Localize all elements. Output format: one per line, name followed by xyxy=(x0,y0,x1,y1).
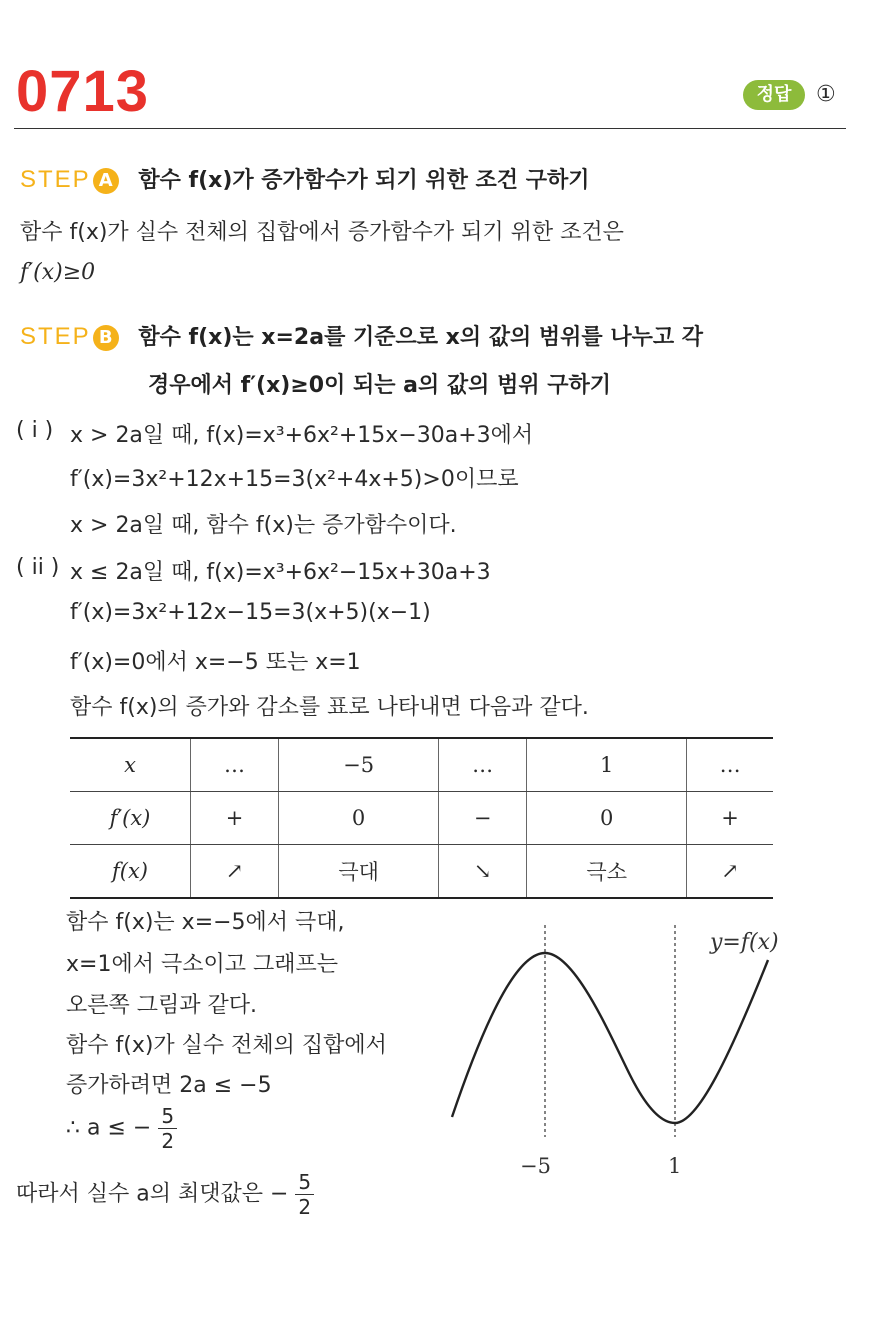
answer-badge: 정답 xyxy=(743,80,805,110)
table-cell: ↘ xyxy=(439,845,527,899)
explain-line6 xyxy=(66,1104,177,1153)
problem-number: 0713 xyxy=(16,59,150,124)
table-cell: ↗ xyxy=(191,845,279,899)
table-cell: 0 xyxy=(527,792,687,845)
curve-label: y=f(x) xyxy=(710,930,779,955)
case-1-label: ( i ) xyxy=(16,418,54,443)
table-cell: … xyxy=(191,738,279,792)
case-2-line1: x ≤ 2a일 때, f(x)=x³+6x²−15x+30a+3 xyxy=(70,560,491,585)
case-1-line2: f′(x)=3x²+12x+15=3(x²+4x+5)>0이므로 xyxy=(70,467,519,492)
table-cell: + xyxy=(687,792,773,845)
fraction-numerator: 5 xyxy=(158,1104,177,1129)
table-cell: ↗ xyxy=(687,845,773,899)
table-cell: 극대 xyxy=(279,845,439,899)
tick-label-left: −5 xyxy=(520,1154,551,1178)
step-a-heading xyxy=(20,163,589,194)
table-cell: + xyxy=(191,792,279,845)
conclusion-fraction xyxy=(295,1170,314,1219)
table-cell: … xyxy=(687,738,773,792)
explain-line4: 함수 f(x)가 실수 전체의 집합에서 xyxy=(66,1033,387,1058)
curve xyxy=(452,953,768,1123)
table-cell: 0 xyxy=(279,792,439,845)
step-b-letter: B xyxy=(93,325,119,351)
table-cell: f(x) xyxy=(70,845,191,899)
explain-line6-prefix: ∴ a ≤ − xyxy=(66,1115,152,1141)
table-row xyxy=(70,792,773,845)
explain-line2: x=1에서 극소이고 그래프는 xyxy=(66,952,338,977)
variation-table xyxy=(70,737,773,899)
step-b-title-line2: 경우에서 f′(x)≥0이 되는 a의 값의 범위 구하기 xyxy=(148,373,611,398)
table-cell: −5 xyxy=(279,738,439,792)
explain-line1: 함수 f(x)는 x=−5에서 극대, xyxy=(66,910,345,935)
explain-fraction xyxy=(158,1104,177,1153)
step-a-line1: 함수 f(x)가 실수 전체의 집합에서 증가함수가 되기 위한 조건은 xyxy=(20,220,624,245)
step-a-word: STEP xyxy=(20,166,91,193)
table-cell: f′(x) xyxy=(70,792,191,845)
step-b-title-line1: 함수 f(x)는 x=2a를 기준으로 x의 값의 범위를 나누고 각 xyxy=(138,325,704,350)
case-2-line2: f′(x)=3x²+12x−15=3(x+5)(x−1) xyxy=(70,600,431,625)
conclusion-prefix: 따라서 실수 a의 최댓값은 − xyxy=(16,1181,289,1207)
case-1-line1: x > 2a일 때, f(x)=x³+6x²+15x−30a+3에서 xyxy=(70,423,534,448)
case-2-line4: 함수 f(x)의 증가와 감소를 표로 나타내면 다음과 같다. xyxy=(70,695,589,720)
step-a-letter: A xyxy=(93,168,119,194)
step-a-line2: f′(x)≥0 xyxy=(20,260,96,285)
answer-value: ① xyxy=(816,82,836,107)
table-row xyxy=(70,738,773,792)
table-row xyxy=(70,845,773,899)
fraction-numerator: 5 xyxy=(295,1170,314,1195)
header-divider xyxy=(14,128,846,129)
table-cell: − xyxy=(439,792,527,845)
case-1-line3: x > 2a일 때, 함수 f(x)는 증가함수이다. xyxy=(70,513,457,538)
tick-label-right: 1 xyxy=(668,1154,682,1178)
step-a-title: 함수 f(x)가 증가함수가 되기 위한 조건 구하기 xyxy=(138,168,590,193)
step-b-heading xyxy=(20,320,703,351)
case-2-line3: f′(x)=0에서 x=−5 또는 x=1 xyxy=(70,650,361,675)
case-2-label: ( ii ) xyxy=(16,555,60,580)
step-b-word: STEP xyxy=(20,323,91,350)
fraction-denominator: 2 xyxy=(161,1129,175,1153)
conclusion-line xyxy=(16,1170,314,1219)
table-cell: … xyxy=(439,738,527,792)
explain-line3: 오른쪽 그림과 같다. xyxy=(66,993,257,1018)
fraction-denominator: 2 xyxy=(298,1195,312,1219)
table-cell: 1 xyxy=(527,738,687,792)
cubic-graph xyxy=(440,915,820,1185)
table-cell: x xyxy=(70,738,191,792)
explain-line5: 증가하려면 2a ≤ −5 xyxy=(66,1073,272,1098)
table-cell: 극소 xyxy=(527,845,687,899)
